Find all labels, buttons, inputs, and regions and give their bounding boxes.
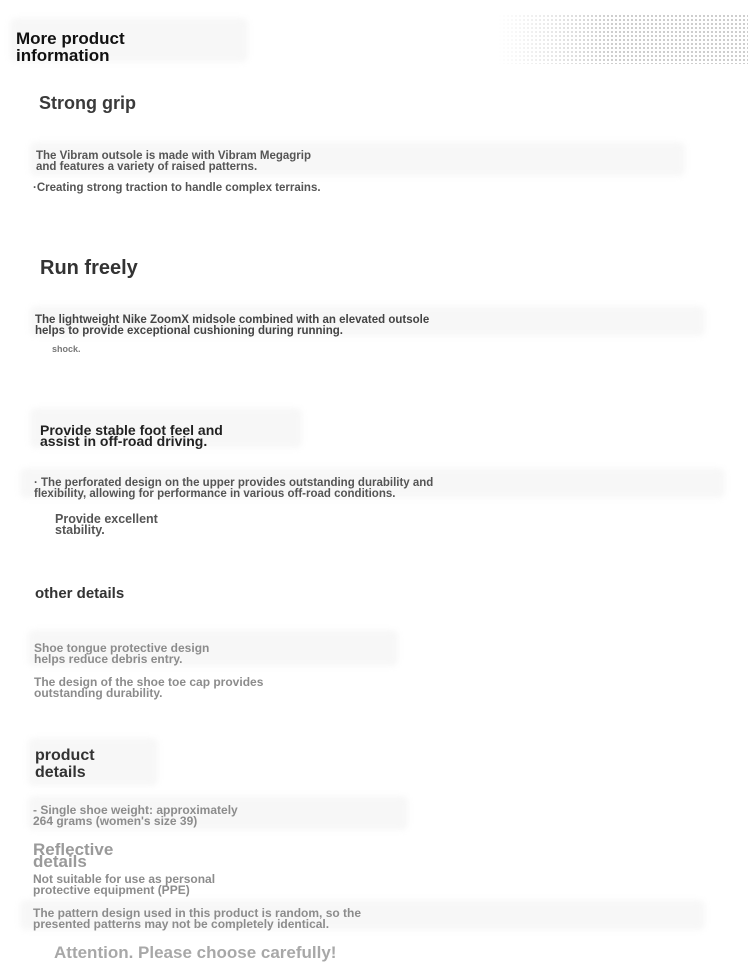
section-text: Shoe tongue protective design helps reduce debris entry. — [34, 641, 210, 666]
section-text: Not suitable for use as personal protective equipment (PPE) — [33, 872, 216, 897]
section-text: ·Creating strong traction to handle complex terrains. — [33, 182, 321, 194]
section-text: The pattern design used in this product is random, so the presented patterns may not be completely identical. — [33, 906, 362, 931]
section-heading: Provide stable foot feel and assist in off-road driving. — [40, 422, 223, 449]
section-text: The lightweight Nike ZoomX midsole combined with an elevated outsole helps to provide exceptional cushioning during running. — [35, 314, 430, 337]
section-heading: other details — [35, 585, 125, 602]
page-title: More product information — [16, 29, 125, 65]
section-subheading: Reflective details — [33, 840, 114, 871]
section-text: · The perforated design on the upper provides outstanding durability and flexibility, allowing for performance in various off-road conditions. — [34, 477, 434, 500]
halftone-pattern — [498, 14, 748, 64]
section-heading: product details — [35, 747, 95, 781]
section-text: shock. — [52, 344, 81, 354]
section-heading: Run freely — [40, 257, 138, 279]
section-text: - Single shoe weight: approximately 264 grams (women's size 39) — [33, 803, 238, 828]
section-text: Provide excellent stability. — [55, 512, 158, 537]
section-text: The design of the shoe toe cap provides outstanding durability. — [34, 675, 264, 700]
attention-notice: Attention. Please choose carefully! — [54, 943, 337, 962]
section-text: The Vibram outsole is made with Vibram Megagrip and features a variety of raised patterns. — [36, 150, 312, 173]
section-heading: Strong grip — [39, 93, 136, 113]
